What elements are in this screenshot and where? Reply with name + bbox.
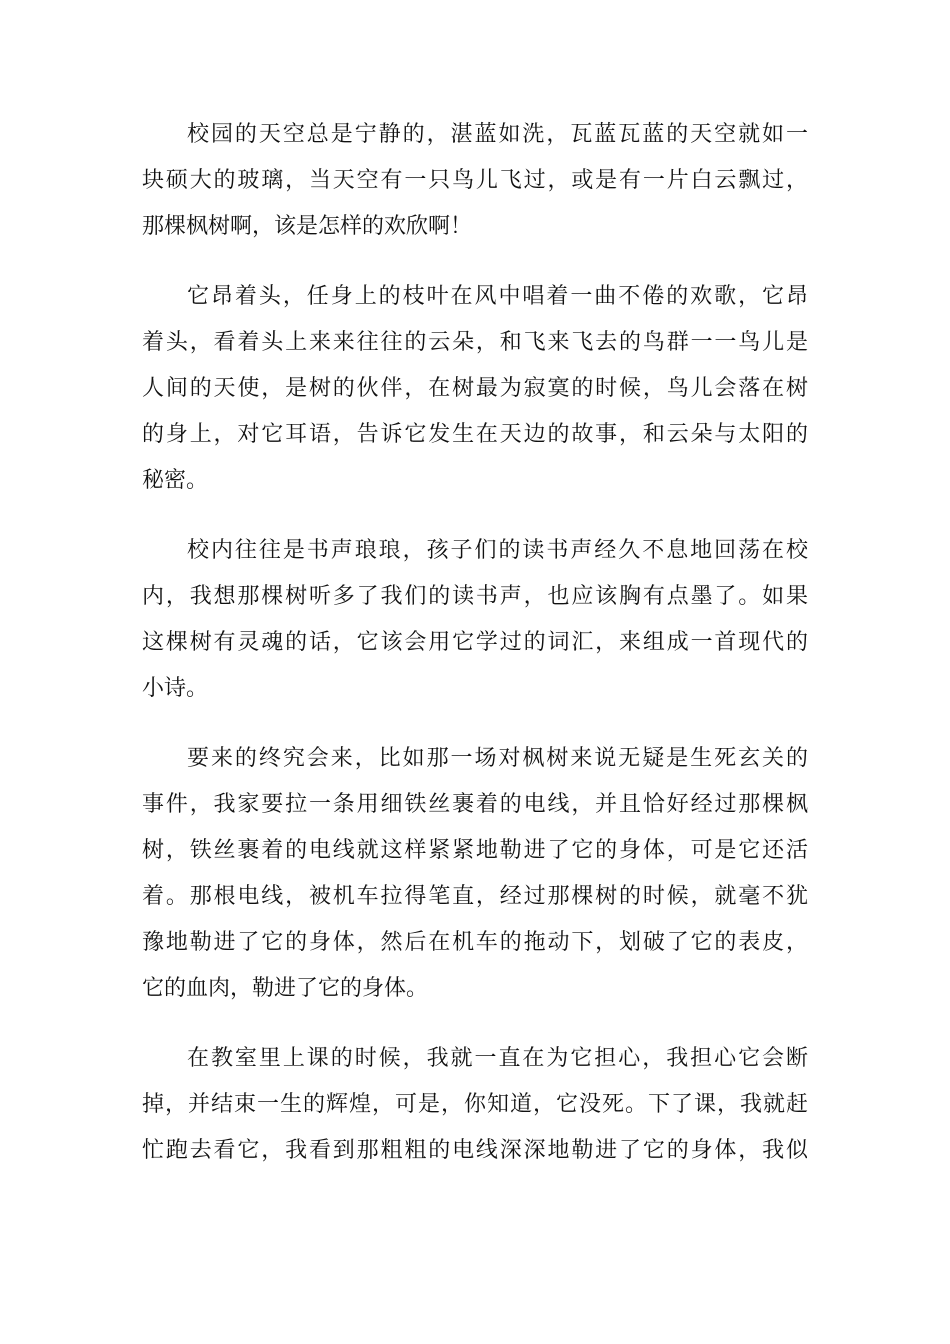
paragraph-3 <box>142 528 808 712</box>
paragraph-line: 校园的天空总是宁静的，湛蓝如洗，瓦蓝瓦蓝的天空就如一 <box>187 122 808 147</box>
paragraph-line: 着。那根电线，被机车拉得笔直，经过那棵树的时候，就毫不犹 <box>142 884 808 909</box>
paragraph-line: 的身上，对它耳语，告诉它发生在天边的故事，和云朵与太阳的 <box>142 422 808 447</box>
paragraph-line: 内，我想那棵树听多了我们的读书声，也应该胸有点墨了。如果 <box>142 584 808 609</box>
paragraph-5 <box>142 1036 808 1174</box>
paragraph-line: 树，铁丝裹着的电线就这样紧紧地勒进了它的身体，可是它还活 <box>142 838 808 863</box>
paragraph-line: 豫地勒进了它的身体，然后在机车的拖动下，划破了它的表皮， <box>142 930 808 955</box>
paragraph-4 <box>142 736 808 1012</box>
paragraph-line: 小诗。 <box>142 676 209 701</box>
paragraph-line: 它的血肉，勒进了它的身体。 <box>142 976 429 1001</box>
paragraph-line: 忙跑去看它，我看到那粗粗的电线深深地勒进了它的身体，我似 <box>142 1138 808 1163</box>
paragraph-line: 校内往往是书声琅琅，孩子们的读书声经久不息地回荡在校 <box>187 538 808 563</box>
paragraph-line: 秘密。 <box>142 468 209 493</box>
document-body <box>142 112 808 1198</box>
paragraph-line: 事件，我家要拉一条用细铁丝裹着的电线，并且恰好经过那棵枫 <box>142 792 808 817</box>
paragraph-line: 在教室里上课的时候，我就一直在为它担心，我担心它会断 <box>187 1046 808 1071</box>
paragraph-line: 块硕大的玻璃，当天空有一只鸟儿飞过，或是有一片白云飘过， <box>142 168 808 193</box>
paragraph-2 <box>142 274 808 504</box>
paragraph-line: 这棵树有灵魂的话，它该会用它学过的词汇，来组成一首现代的 <box>142 630 808 655</box>
paragraph-line: 它昂着头，任身上的枝叶在风中唱着一曲不倦的欢歌，它昂 <box>187 284 808 309</box>
paragraph-1 <box>142 112 808 250</box>
paragraph-line: 要来的终究会来，比如那一场对枫树来说无疑是生死玄关的 <box>187 746 808 771</box>
paragraph-line: 着头，看着头上来来往往的云朵，和飞来飞去的鸟群一一鸟儿是 <box>142 330 808 355</box>
paragraph-line: 人间的天使，是树的伙伴，在树最为寂寞的时候，鸟儿会落在树 <box>142 376 808 401</box>
paragraph-line: 掉，并结束一生的辉煌，可是，你知道，它没死。下了课，我就赶 <box>142 1092 808 1117</box>
paragraph-line: 那棵枫树啊，该是怎样的欢欣啊！ <box>142 214 473 239</box>
